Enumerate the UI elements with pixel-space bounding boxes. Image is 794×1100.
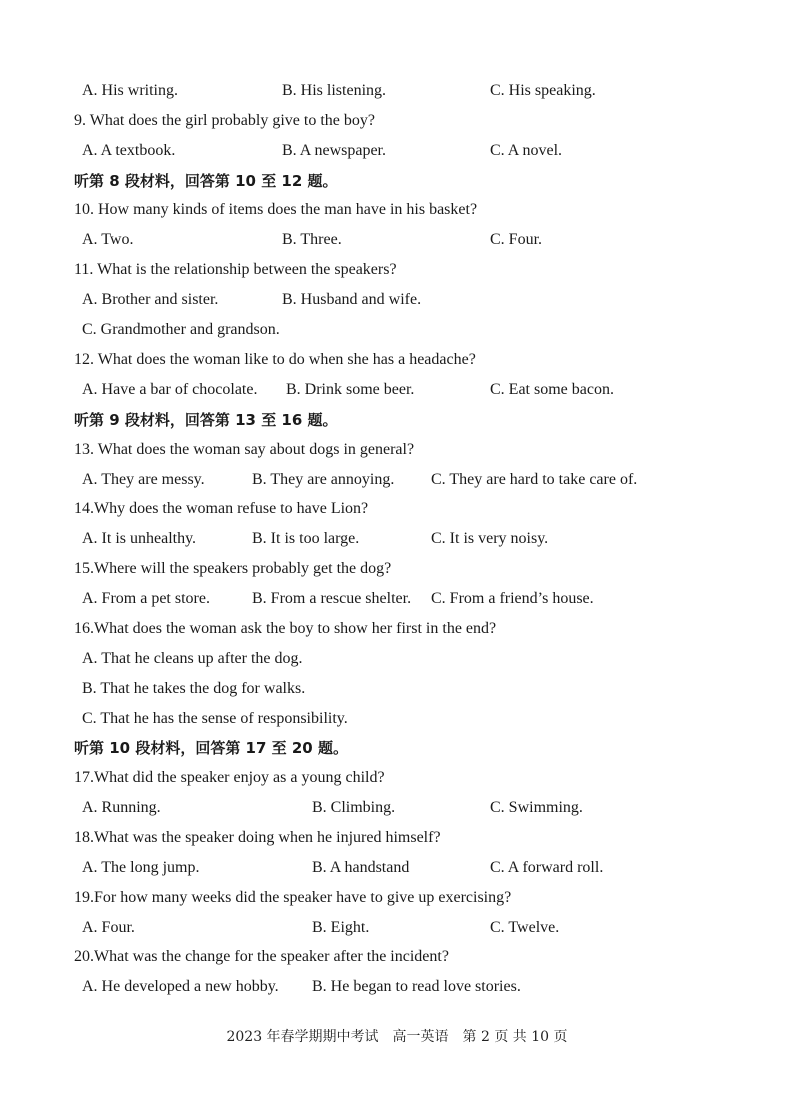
option-a: A. They are messy. bbox=[82, 471, 205, 488]
question-10: 10. How many kinds of items does the man have in his basket? bbox=[74, 201, 478, 218]
question-15: 15.Where will the speakers probably get the dog? bbox=[74, 560, 392, 577]
option-b: B. Eight. bbox=[312, 919, 370, 936]
question-9: 9. What does the girl probably give to the boy? bbox=[74, 112, 375, 129]
option-c: C. Four. bbox=[490, 231, 543, 248]
option-b: B. That he takes the dog for walks. bbox=[82, 680, 306, 697]
question-11: 11. What is the relationship between the speakers? bbox=[74, 261, 397, 278]
option-b: B. Climbing. bbox=[312, 799, 396, 816]
option-a: A. Brother and sister. bbox=[82, 291, 219, 308]
option-a: A. From a pet store. bbox=[82, 590, 210, 607]
option-a: A. Two. bbox=[82, 231, 134, 248]
section-heading-9: 听第 9 段材料，回答第 13 至 16 题。 bbox=[74, 411, 338, 429]
option-b: B. Drink some beer. bbox=[286, 381, 415, 398]
option-b: B. A handstand bbox=[312, 859, 410, 876]
section-heading-10: 听第 10 段材料，回答第 17 至 20 题。 bbox=[74, 739, 348, 757]
option-c: C. A forward roll. bbox=[490, 859, 604, 876]
question-17: 17.What did the speaker enjoy as a young child? bbox=[74, 769, 385, 786]
option-a: A. A textbook. bbox=[82, 142, 176, 159]
option-a: A. It is unhealthy. bbox=[82, 530, 197, 547]
option-a: A. That he cleans up after the dog. bbox=[82, 650, 303, 667]
option-b: B. It is too large. bbox=[252, 530, 360, 547]
section-heading-8: 听第 8 段材料，回答第 10 至 12 题。 bbox=[74, 172, 338, 190]
option-a: A. Have a bar of chocolate. bbox=[82, 381, 258, 398]
option-c: C. A novel. bbox=[490, 142, 563, 159]
option-c: C. Swimming. bbox=[490, 799, 583, 816]
option-b: B. A newspaper. bbox=[282, 142, 386, 159]
question-19: 19.For how many weeks did the speaker have to give up exercising? bbox=[74, 889, 512, 906]
option-b: B. He began to read love stories. bbox=[312, 978, 521, 995]
option-a: A. The long jump. bbox=[82, 859, 200, 876]
question-14: 14.Why does the woman refuse to have Lion? bbox=[74, 500, 369, 517]
option-a: A. He developed a new hobby. bbox=[82, 978, 279, 995]
option-c: C. That he has the sense of responsibility. bbox=[82, 710, 348, 727]
option-b: B. Husband and wife. bbox=[282, 291, 422, 308]
option-c: C. His speaking. bbox=[490, 82, 596, 99]
question-20: 20.What was the change for the speaker after the incident? bbox=[74, 948, 449, 965]
option-c: C. Eat some bacon. bbox=[490, 381, 614, 398]
option-b: B. From a rescue shelter. bbox=[252, 590, 412, 607]
question-18: 18.What was the speaker doing when he injured himself? bbox=[74, 829, 441, 846]
question-16: 16.What does the woman ask the boy to show her first in the end? bbox=[74, 620, 497, 637]
option-c: C. Twelve. bbox=[490, 919, 560, 936]
option-c: C. It is very noisy. bbox=[431, 530, 549, 547]
option-a: A. Running. bbox=[82, 799, 161, 816]
option-c: C. They are hard to take care of. bbox=[431, 471, 638, 488]
option-c: C. Grandmother and grandson. bbox=[82, 321, 280, 338]
question-12: 12. What does the woman like to do when she has a headache? bbox=[74, 351, 476, 368]
page-footer: 2023 年春学期期中考试 高一英语 第 2 页 共 10 页 bbox=[226, 1029, 568, 1045]
option-b: B. Three. bbox=[282, 231, 342, 248]
option-c: C. From a friend’s house. bbox=[431, 590, 594, 607]
option-a: A. His writing. bbox=[82, 82, 178, 99]
option-a: A. Four. bbox=[82, 919, 135, 936]
option-b: B. They are annoying. bbox=[252, 471, 395, 488]
question-13: 13. What does the woman say about dogs in general? bbox=[74, 441, 415, 458]
option-b: B. His listening. bbox=[282, 82, 387, 99]
